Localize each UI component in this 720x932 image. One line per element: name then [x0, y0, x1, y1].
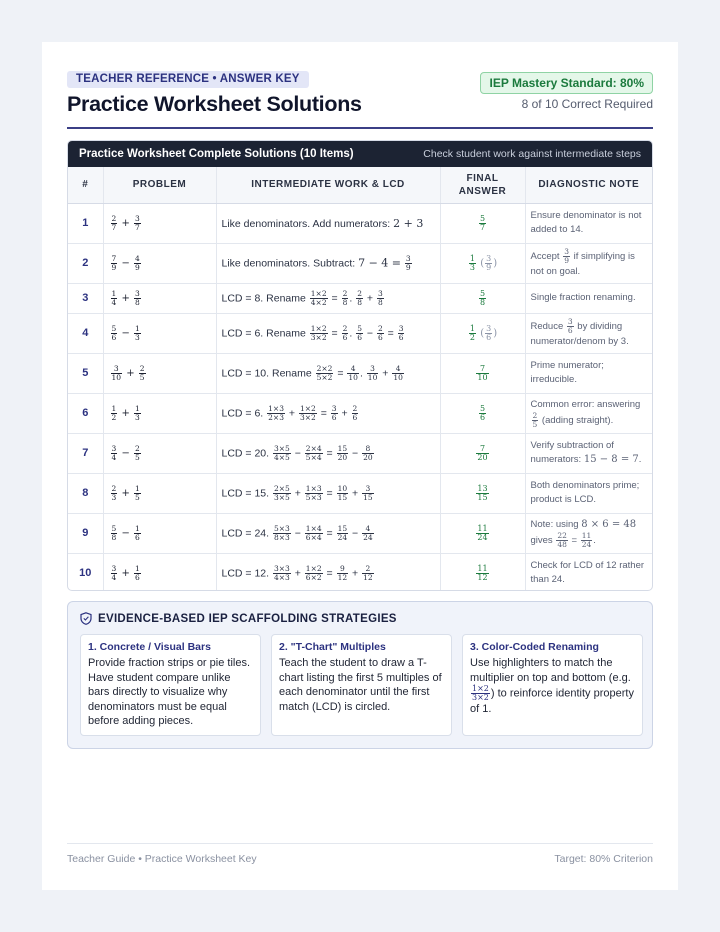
work-cell: LCD = 10. Rename $\frac{2\times 2}{5\times 2}$ = $\frac{4}{10}$ . $\frac{3}{10}$ + $\frac{4}{10}$: [216, 353, 440, 393]
work-text: LCD = 20.: [221, 446, 270, 459]
work-text: LCD = 6.: [221, 406, 264, 419]
note-cell: Both denominators prime; product is LCD.: [525, 473, 652, 513]
footer-left: Teacher Guide • Practice Worksheet Key: [67, 853, 257, 865]
note-cell: Prime numerator; irreducible.: [525, 353, 652, 393]
answer-cell: $\frac{11}{24}$: [440, 513, 525, 553]
col-header-answer: FINAL ANSWER: [440, 167, 525, 203]
row-number: 8: [68, 473, 103, 513]
work-math: 7 − 4 =: [358, 255, 401, 269]
mastery-requirement: 8 of 10 Correct Required: [521, 97, 653, 111]
table-row: [68, 393, 652, 433]
solutions-table-card: [67, 140, 653, 591]
work-text: LCD = 6. Rename: [221, 326, 306, 339]
table-row: [68, 433, 652, 473]
problem-cell: $\frac{1}{2}$ + $\frac{1}{3}$: [103, 393, 216, 433]
table-row: [68, 203, 652, 243]
col-header-num: #: [68, 167, 103, 203]
header: [67, 71, 653, 129]
note-cell: Ensure denominator is not added to 14.: [525, 203, 652, 243]
problem-cell: $\frac{2}{7}$ + $\frac{3}{7}$: [103, 203, 216, 243]
work-math: 2 + 3: [393, 216, 424, 230]
work-text: LCD = 15.: [221, 486, 270, 499]
work-cell: Like denominators. Subtract: 7 − 4 = $\frac{3}{9}$: [216, 243, 440, 283]
col-header-note: DIAGNOSTIC NOTE: [525, 167, 652, 203]
row-number: 6: [68, 393, 103, 433]
table-title-bar: [68, 141, 652, 167]
problem-cell: $\frac{3}{4}$ − $\frac{2}{5}$: [103, 433, 216, 473]
strategy-body: Teach the student to draw a T-chart listing the first 5 multiples of each denominator until the first match (LCD) is circled.: [279, 657, 442, 713]
worksheet-page: [42, 42, 678, 890]
answer-cell: $\frac{1}{2}$ ( $\frac{3}{6}$ ): [440, 313, 525, 353]
note-cell: Reduce $\frac{3}{6}$ by dividing numerator/denom by 3.: [525, 313, 652, 353]
table-note: Check student work against intermediate steps: [423, 148, 641, 160]
scaffolding-strategies: [67, 601, 653, 749]
answer-cell: $\frac{5}{6}$: [440, 393, 525, 433]
col-header-work: INTERMEDIATE WORK & LCD: [216, 167, 440, 203]
table-row: [68, 283, 652, 313]
answer-cell: $\frac{5}{7}$: [440, 203, 525, 243]
table-row: [68, 353, 652, 393]
strategies-title-text: EVIDENCE-BASED IEP SCAFFOLDING STRATEGIES: [98, 612, 397, 625]
work-cell: LCD = 15. $\frac{2\times 5}{3\times 5}$ + $\frac{1\times 3}{5\times 3}$ = $\frac{10}{15}$ + $\frac{3}{15}$: [216, 473, 440, 513]
answer-cell: $\frac{13}{15}$: [440, 473, 525, 513]
work-text: Like denominators. Subtract:: [221, 256, 356, 269]
col-header-problem: PROBLEM: [103, 167, 216, 203]
note-cell: Note: using 8 × 6 = 48 gives $\frac{22}{48}$ = $\frac{11}{24}$ .: [525, 513, 652, 553]
answer-cell: $\frac{7}{10}$: [440, 353, 525, 393]
strategy-body-part: Use highlighters to match the multiplier on top and bottom (e.g.: [470, 657, 631, 684]
row-number: 1: [68, 203, 103, 243]
solutions-table: [68, 167, 652, 591]
footer-right: Target: 80% Criterion: [554, 853, 653, 865]
eyebrow-label: TEACHER REFERENCE • ANSWER KEY: [67, 71, 309, 88]
work-cell: LCD = 12. $\frac{3\times 3}{4\times 3}$ + $\frac{1\times 2}{6\times 2}$ = $\frac{9}{12}$ + $\frac{2}{12}$: [216, 553, 440, 591]
work-text: Like denominators. Add numerators:: [221, 217, 391, 230]
row-number: 4: [68, 313, 103, 353]
strategy-card: [271, 634, 452, 736]
work-cell: LCD = 24. $\frac{5\times 3}{8\times 3}$ − $\frac{1\times 4}{6\times 4}$ = $\frac{15}{24}$ − $\frac{4}{24}$: [216, 513, 440, 553]
table-row: [68, 553, 652, 591]
table-header-row: [68, 167, 652, 203]
row-number: 9: [68, 513, 103, 553]
strategy-body: Use highlighters to match the multiplier on top and bottom (e.g. $\frac{1\times 2}{3\times 2}$ ) to reinforce identity property of 1.: [470, 657, 634, 715]
work-text: LCD = 12.: [221, 567, 270, 580]
strategies-title: [80, 612, 397, 625]
table-row: [68, 313, 652, 353]
page-title: Practice Worksheet Solutions: [67, 92, 362, 116]
table-title: Practice Worksheet Complete Solutions (10 Items): [79, 148, 354, 160]
row-number: 2: [68, 243, 103, 283]
row-number: 5: [68, 353, 103, 393]
answer-cell: $\frac{7}{20}$: [440, 433, 525, 473]
row-number: 7: [68, 433, 103, 473]
strategy-title: 1. Concrete / Visual Bars: [88, 641, 211, 653]
note-cell: Single fraction renaming.: [525, 283, 652, 313]
work-text: LCD = 10. Rename: [221, 366, 312, 379]
footer: [67, 843, 653, 865]
table-row: [68, 243, 652, 283]
problem-cell: $\frac{5}{8}$ − $\frac{1}{6}$: [103, 513, 216, 553]
problem-cell: $\frac{3}{10}$ + $\frac{2}{5}$: [103, 353, 216, 393]
work-cell: LCD = 6. Rename $\frac{1\times 2}{3\times 2}$ = $\frac{2}{6}$ . $\frac{5}{6}$ − $\frac{2}{6}$ = $\frac{3}{6}$: [216, 313, 440, 353]
table-row: [68, 513, 652, 553]
problem-cell: $\frac{3}{4}$ + $\frac{1}{6}$: [103, 553, 216, 591]
work-cell: [216, 203, 440, 243]
answer-cell: $\frac{5}{8}$: [440, 283, 525, 313]
strategy-body: Provide fraction strips or pie tiles. Have student compare unlike bars directly to visualize why denominators must be equal before adding pieces.: [88, 657, 251, 727]
work-cell: LCD = 20. $\frac{3\times 5}{4\times 5}$ − $\frac{2\times 4}{5\times 4}$ = $\frac{15}{20}$ − $\frac{8}{20}$: [216, 433, 440, 473]
answer-cell: $\frac{1}{3}$ ( $\frac{3}{9}$ ): [440, 243, 525, 283]
note-cell: Verify subtraction of numerators: 15 − 8 = 7.: [525, 433, 652, 473]
table-row: [68, 473, 652, 513]
work-text: LCD = 24.: [221, 526, 270, 539]
work-text: LCD = 8. Rename: [221, 291, 306, 304]
problem-cell: $\frac{1}{4}$ + $\frac{3}{8}$: [103, 283, 216, 313]
strategy-body-part: ) to reinforce identity property of 1.: [470, 687, 634, 715]
row-number: 10: [68, 553, 103, 591]
mastery-badge: IEP Mastery Standard: 80%: [480, 72, 653, 94]
strategy-card: [80, 634, 261, 736]
row-number: 3: [68, 283, 103, 313]
strategy-title: 3. Color-Coded Renaming: [470, 641, 599, 653]
problem-cell: $\frac{7}{9}$ − $\frac{4}{9}$: [103, 243, 216, 283]
problem-cell: $\frac{2}{3}$ + $\frac{1}{5}$: [103, 473, 216, 513]
problem-cell: $\frac{5}{6}$ − $\frac{1}{3}$: [103, 313, 216, 353]
work-cell: LCD = 8. Rename $\frac{1\times 2}{4\times 2}$ = $\frac{2}{8}$ . $\frac{2}{8}$ + $\frac{3}{8}$: [216, 283, 440, 313]
note-cell: Check for LCD of 12 rather than 24.: [530, 560, 645, 586]
note-cell: Accept $\frac{3}{9}$ if simplifying is not on goal.: [525, 243, 652, 283]
work-cell: LCD = 6. $\frac{1\times 3}{2\times 3}$ + $\frac{1\times 2}{3\times 2}$ = $\frac{3}{6}$ + $\frac{2}{6}$: [216, 393, 440, 433]
strategy-title: 2. "T-Chart" Multiples: [279, 641, 386, 653]
answer-cell: $\frac{11}{12}$: [440, 553, 525, 591]
note-cell: Common error: answering $\frac{2}{5}$ (adding straight).: [525, 393, 652, 433]
strategy-card: [462, 634, 643, 736]
shield-icon: [80, 612, 92, 625]
